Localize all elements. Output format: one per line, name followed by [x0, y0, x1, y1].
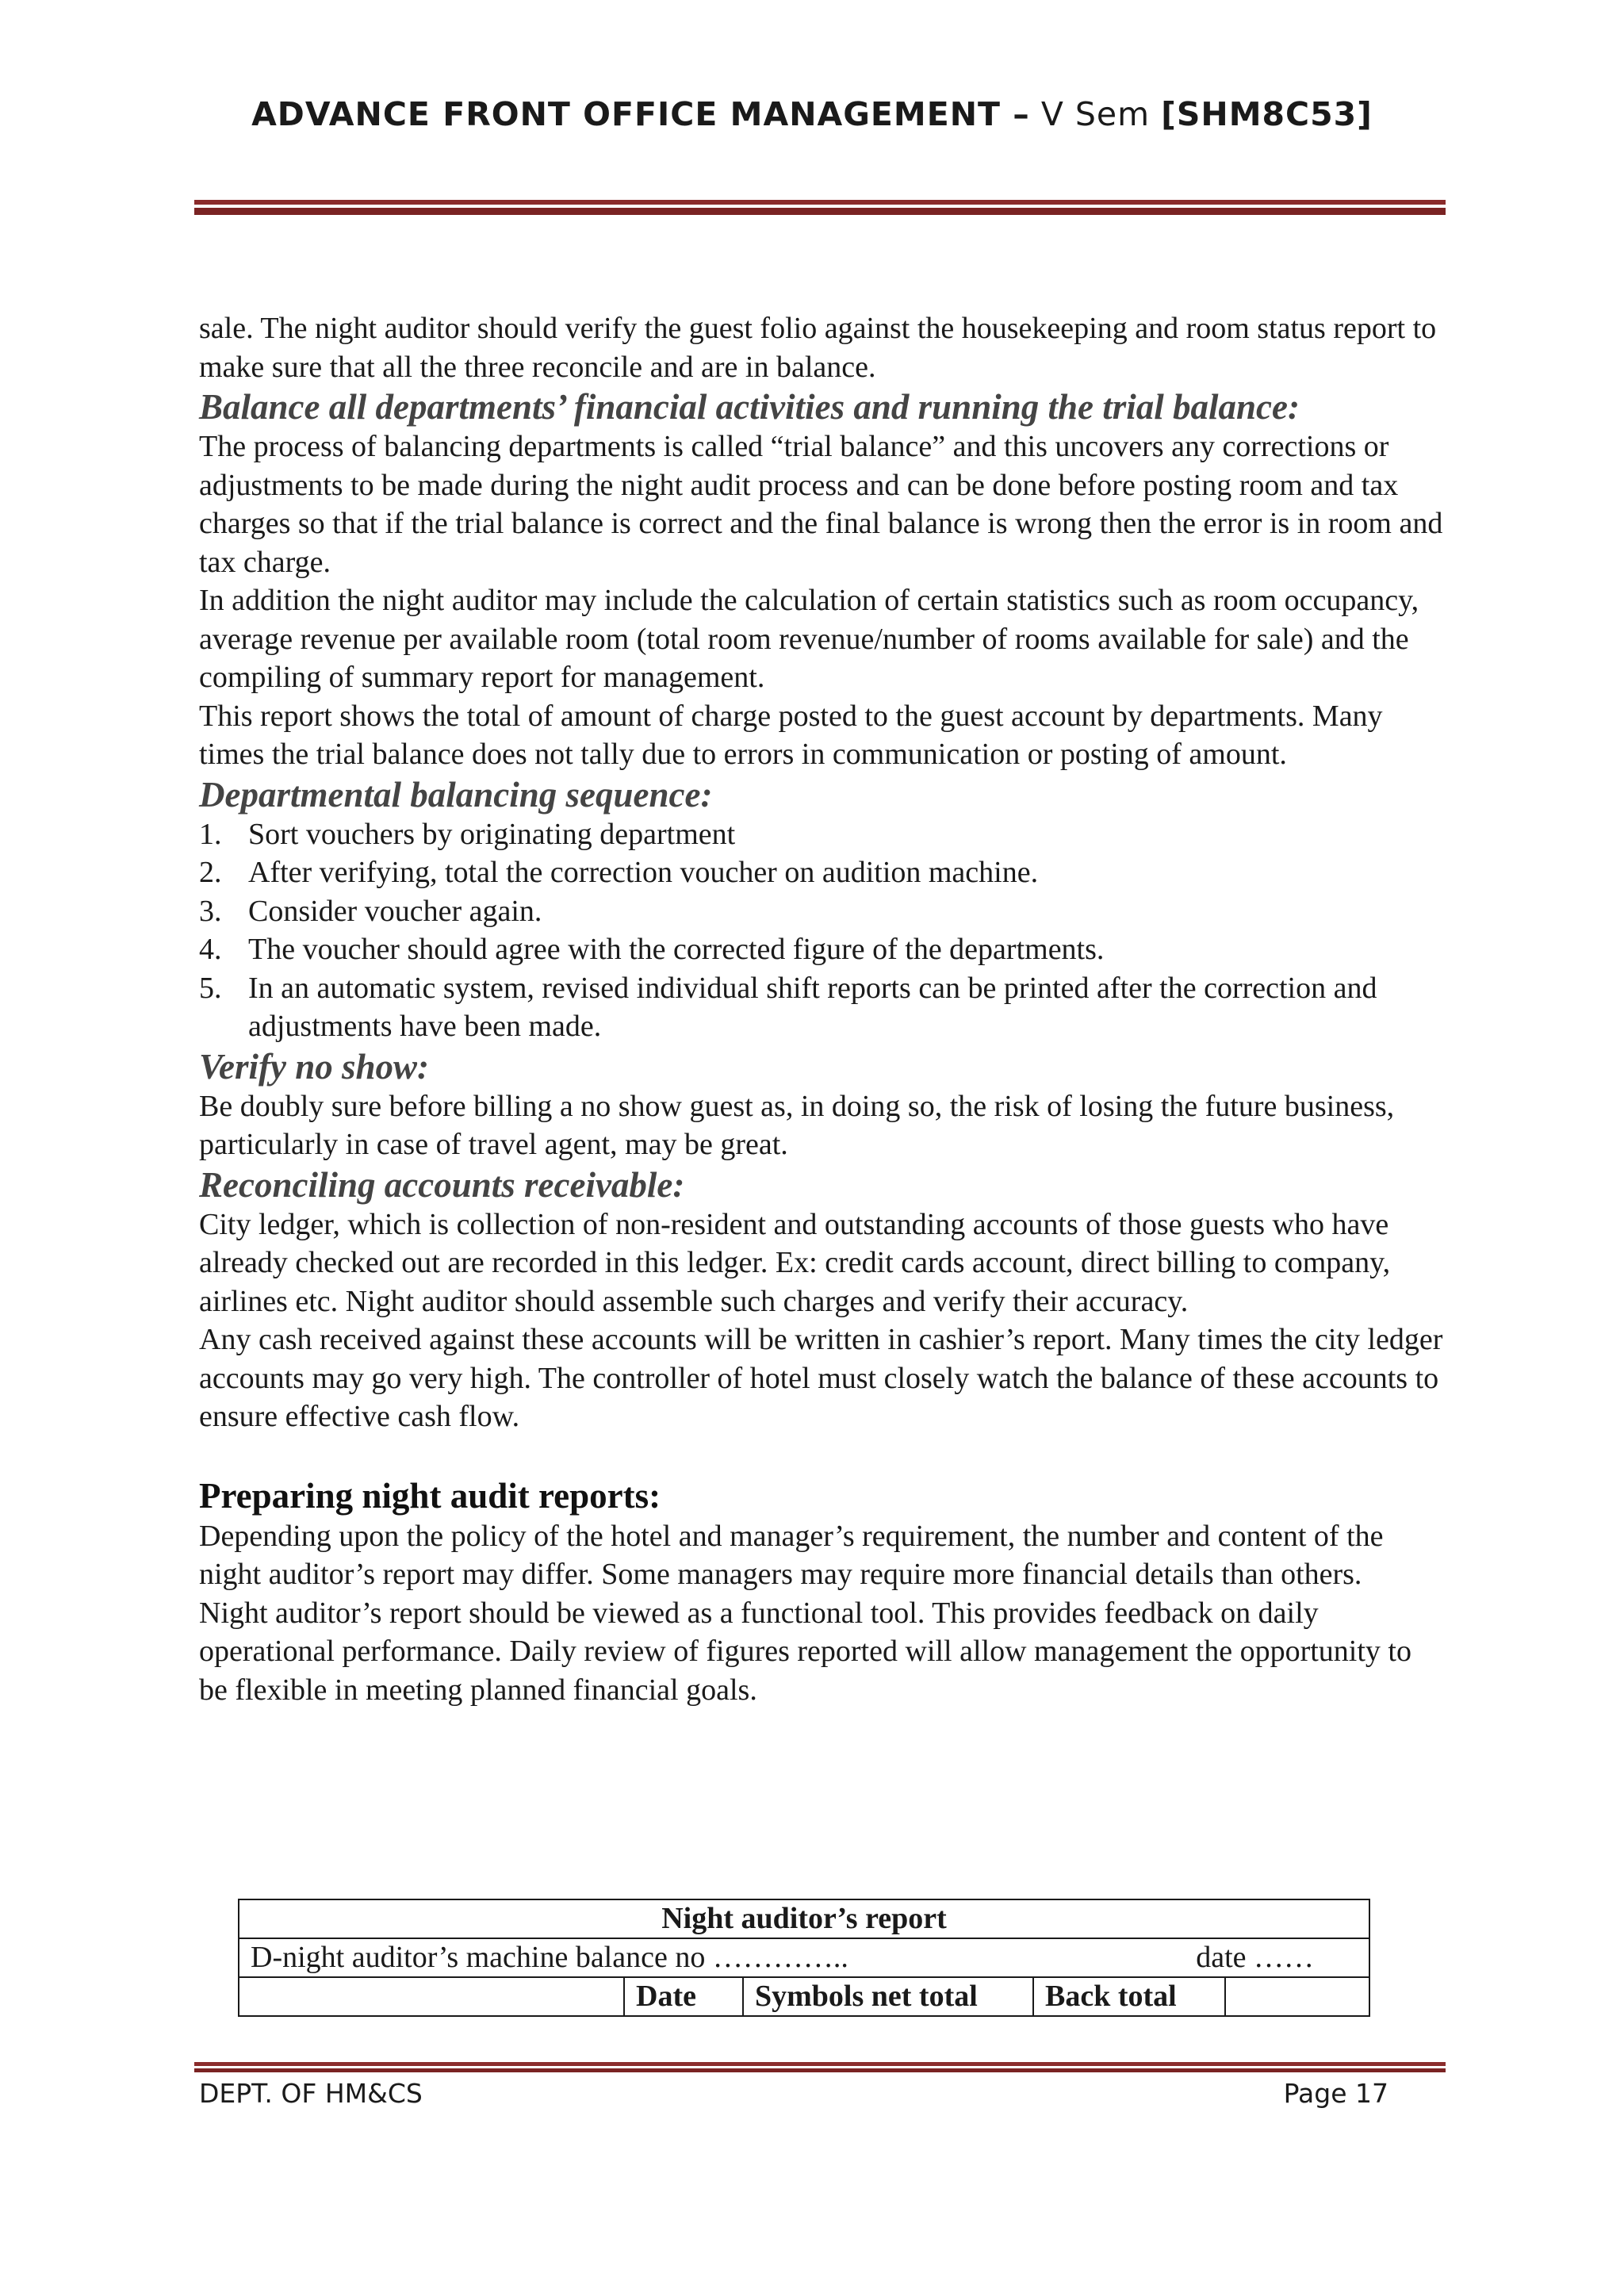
- report-title: Night auditor’s report: [239, 1899, 1369, 1938]
- night-auditor-report-table: [238, 1899, 1370, 2017]
- column-date: Date: [624, 1977, 743, 2016]
- header-semester: V Sem: [1029, 95, 1162, 133]
- table-cell-empty: [1225, 1977, 1369, 2016]
- list-item: 1. Sort vouchers by originating department: [199, 817, 736, 851]
- list-item: 2. After verifying, total the correction voucher on audition machine.: [199, 856, 1039, 889]
- page-number: Page 17: [1283, 2078, 1388, 2109]
- report-header-row: [239, 1977, 1369, 2016]
- column-symbols-net-total: Symbols net total: [743, 1977, 1033, 2016]
- column-back-total: Back total: [1033, 1977, 1225, 2016]
- list-item: 4. The voucher should agree with the corrected figure of the departments.: [199, 933, 1105, 966]
- audit-reports-paragraph-2: Night auditor’s report should be viewed as a functional tool. This provides feedback on daily operational performance. Daily review of figures reported will allow management the opportunity to be flexible in meeting planned financial goals.: [199, 1596, 1411, 1707]
- header-divider: [194, 200, 1446, 215]
- accounts-receivable-paragraph-1: City ledger, which is collection of non-resident and outstanding accounts of those guests who have already checked out are recorded in this ledger. Ex: credit cards account, direct billing to company, airlines etc. Night auditor should assemble such charges and verify their accuracy.: [199, 1207, 1391, 1318]
- machine-balance-label: D-night auditor’s machine balance no …………..: [251, 1941, 848, 1974]
- no-show-paragraph: Be doubly sure before billing a no show guest as, in doing so, the risk of losing the future business, particularly in case of travel agent, may be great.: [199, 1089, 1395, 1161]
- list-item: 5. In an automatic system, revised individual shift reports can be printed after the correction and adjustments have been made.: [199, 971, 1377, 1043]
- footer-divider: [194, 2062, 1446, 2072]
- audit-reports-paragraph-1: Depending upon the policy of the hotel and manager’s requirement, the number and content of the night auditor’s report may differ. Some managers may require more financial details than others.: [199, 1519, 1384, 1591]
- accounts-receivable-paragraph-2: Any cash received against these accounts will be written in cashier’s report. Many times the city ledger accounts may go very high. The controller of hotel must closely watch the balance of these accounts to ensure effective cash flow.: [199, 1323, 1443, 1433]
- page-footer: [199, 2078, 1388, 2109]
- accounts-receivable-heading: Reconciling accounts receivable:: [199, 1164, 685, 1205]
- no-show-heading: Verify no show:: [199, 1046, 430, 1087]
- trial-balance-paragraph-1: The process of balancing departments is called “trial balance” and this uncovers any corrections or adjustments to be made during the night audit process and can be done before posting room and tax charges so that if the trial balance is correct and the final balance is wrong then the error is in room and tax charge.: [199, 430, 1443, 579]
- page-header: [0, 95, 1624, 133]
- header-title: ADVANCE FRONT OFFICE MANAGEMENT –: [251, 95, 1030, 133]
- table-cell-empty: [239, 1977, 624, 2016]
- trial-balance-paragraph-3: This report shows the total of amount of charge posted to the guest account by departments. Many times the trial balance does not tally due to errors in communication or posting of amount.: [199, 699, 1383, 771]
- header-course-code: [SHM8C53]: [1161, 95, 1373, 133]
- list-item: 3. Consider voucher again.: [199, 894, 542, 928]
- footer-department: DEPT. OF HM&CS: [199, 2078, 423, 2109]
- trial-balance-heading: Balance all departments’ financial activities and running the trial balance:: [199, 387, 1300, 427]
- page-body: [199, 309, 1444, 1709]
- trial-balance-paragraph-2: In addition the night auditor may include the calculation of certain statistics such as room occupancy, average revenue per available room (total room revenue/number of rooms available for sale) and the compiling of summary report for management.: [199, 584, 1419, 694]
- report-machine-balance-row: [239, 1938, 1369, 1977]
- date-label: date ……: [1196, 1941, 1314, 1974]
- sequence-list: [199, 815, 1444, 1046]
- audit-reports-heading: Preparing night audit reports:: [199, 1475, 661, 1516]
- intro-paragraph: sale. The night auditor should verify the guest folio against the housekeeping and room status report to make sure that all the three reconcile and are in balance.: [199, 312, 1437, 384]
- sequence-heading: Departmental balancing sequence:: [199, 774, 713, 815]
